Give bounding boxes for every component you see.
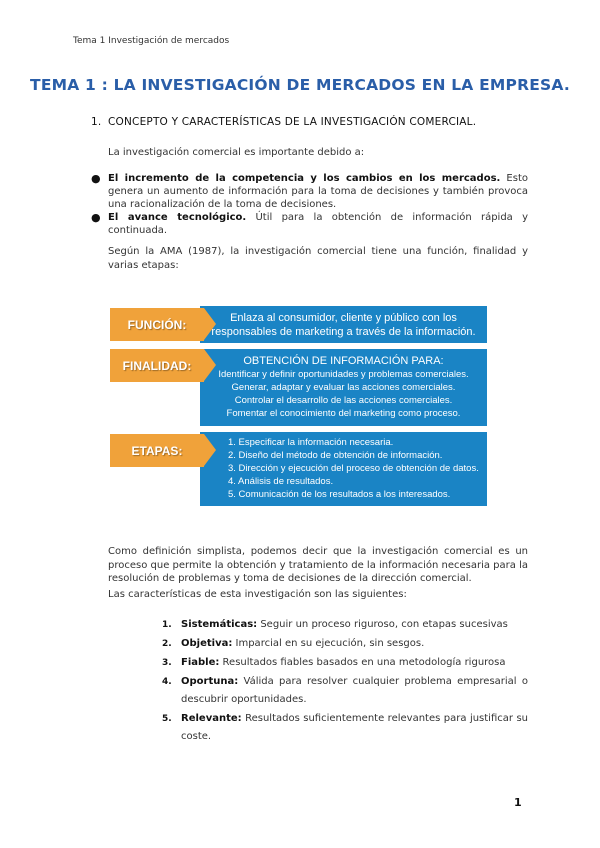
item-bold: Fiable: — [181, 657, 220, 668]
section-heading — [91, 116, 476, 128]
finalidad-head: OBTENCIÓN DE INFORMACIÓN PARA: — [243, 355, 444, 367]
list-item — [162, 710, 528, 746]
page-header: Tema 1 Investigación de mercados — [73, 36, 230, 46]
page-title: TEMA 1 : LA INVESTIGACIÓN DE MERCADOS EN LA EMPRESA. — [30, 76, 570, 94]
characteristics-intro: Las características de esta investigación son las siguientes: — [108, 589, 407, 600]
list-item — [162, 616, 528, 634]
item-text: Válida para resolver cualquier problema empresarial o descubrir oportunidades. — [181, 676, 528, 705]
finalidad-line: Generar, adaptar y evaluar las acciones comerciales. — [231, 382, 456, 393]
funcion-line: responsables de marketing a través de la información. — [211, 326, 476, 338]
finalidad-line: Identificar y definir oportunidades y problemas comerciales. — [218, 369, 469, 380]
section-title: CONCEPTO Y CARACTERÍSTICAS DE LA INVESTIGACIÓN COMERCIAL. — [108, 116, 477, 128]
bullet-item — [91, 211, 528, 237]
item-bold: Relevante: — [181, 713, 242, 724]
bullet-item — [91, 172, 528, 211]
list-number: 2. — [162, 639, 172, 649]
list-item — [162, 673, 528, 709]
item-text: Resultados suficientemente relevantes para justificar su coste. — [181, 713, 528, 742]
item-bold: Objetiva: — [181, 638, 233, 649]
funcion-box — [200, 306, 487, 343]
definition-paragraph: Como definición simplista, podemos decir que la investigación comercial es un proceso que permite la obtención y tratamiento de la información necesaria para la resolución de problemas y toma de decisiones de la dirección comercial. — [108, 546, 528, 584]
finalidad-label: FINALIDAD: — [110, 349, 204, 382]
ama-diagram — [110, 306, 490, 506]
bullet-text: Esto genera un aumento de información para la toma de decisiones y también provoca una racionalización de la toma de decisiones. — [108, 173, 528, 210]
list-number: 3. — [162, 658, 172, 668]
list-number: 4. — [162, 677, 172, 687]
bullet-bold: El incremento de la competencia y los cambios en los mercados. — [108, 173, 501, 184]
list-number: 1. — [162, 620, 172, 630]
bullet-bold: El avance tecnológico. — [108, 212, 247, 223]
item-text: Seguir un proceso riguroso, con etapas sucesivas — [257, 619, 508, 630]
etapas-line: 5. Comunicación de los resultados a los interesados. — [228, 489, 451, 500]
finalidad-box — [200, 349, 487, 426]
item-text: Imparcial en su ejecución, sin sesgos. — [232, 638, 425, 649]
etapas-line: 2. Diseño del método de obtención de información. — [228, 450, 443, 461]
funcion-line: Enlaza al consumidor, cliente y público con los — [230, 312, 457, 324]
characteristics-list — [162, 616, 528, 747]
etapas-line: 3. Dirección y ejecución del proceso de obtención de datos. — [228, 463, 479, 474]
finalidad-line: Fomentar el conocimiento del marketing como proceso. — [226, 408, 461, 419]
list-item — [162, 654, 528, 672]
etapas-line: 1. Especificar la información necesaria. — [228, 437, 394, 448]
funcion-label: FUNCIÓN: — [110, 308, 204, 341]
list-item — [162, 635, 528, 653]
bullet-icon: ● — [91, 211, 101, 224]
intro-paragraph: La investigación comercial es importante debido a: — [108, 147, 365, 158]
etapas-label: ETAPAS: — [110, 434, 204, 467]
item-bold: Oportuna: — [181, 676, 239, 687]
page-number: 1 — [514, 796, 522, 809]
bullet-text: Útil para la obtención de información rápida y continuada. — [108, 212, 528, 236]
bullet-list — [91, 172, 528, 237]
ama-paragraph: Según la AMA (1987), la investigación comercial tiene una función, finalidad y varias etapas: — [108, 246, 528, 271]
bullet-icon: ● — [91, 172, 101, 185]
etapas-box — [200, 432, 487, 506]
section-number: 1. — [91, 116, 102, 128]
item-bold: Sistemáticas: — [181, 619, 258, 630]
etapas-line: 4. Análisis de resultados. — [228, 476, 334, 487]
list-number: 5. — [162, 714, 172, 724]
item-text: Resultados fiables basados en una metodología rigurosa — [219, 657, 506, 668]
finalidad-line: Controlar el desarrollo de las acciones comerciales. — [234, 395, 453, 406]
